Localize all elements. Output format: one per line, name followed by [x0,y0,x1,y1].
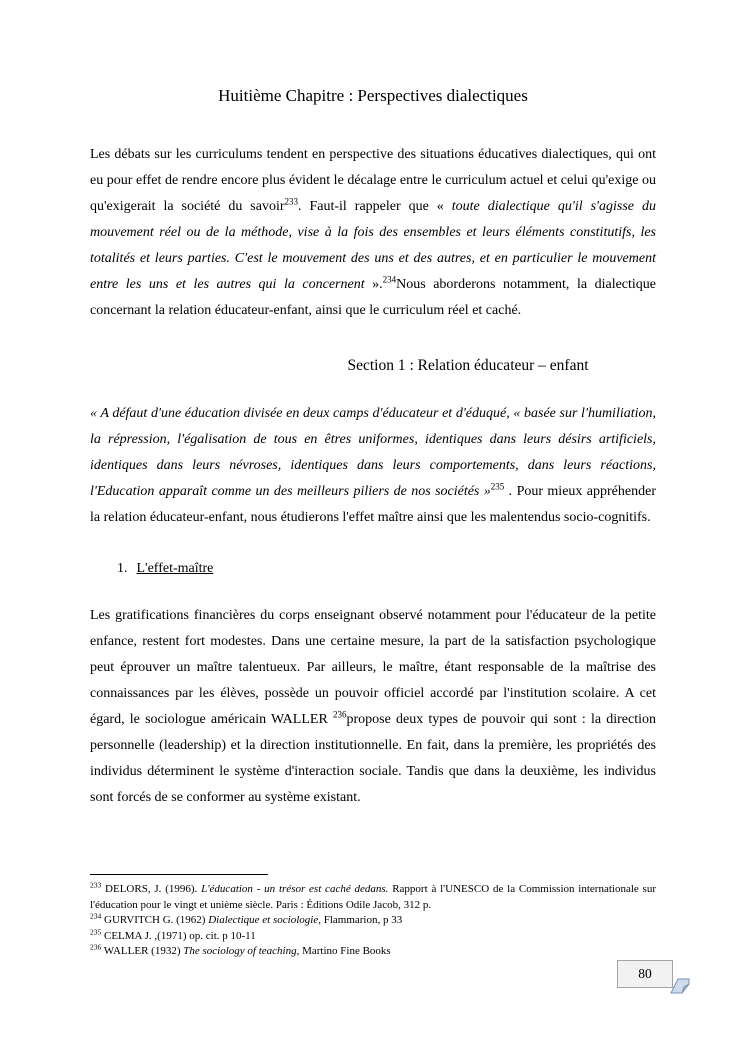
footnote-235: $^{235}$ CELMA J. ,(1971) op. cit. p 10-11 [90,926,256,942]
footnotes-section [90,874,656,960]
page-number: 80 [638,966,652,981]
list-item-effet-maitre [117,561,656,577]
paragraph-1: Les débats sur les curriculums tendent en perspective des situations éducatives dialectiques, qui ont eu pour effet de rendre encore plus évident le décalage entre le curriculum actuel et celui qu'exige ou qu'exigerait la société du savoir$^{233}$. Faut-il rappeler que « toute dialectique qu'il s'agisse du mouvement réel ou de la méthode, vise à la fois des ensembles et leurs éléments constitutifs, les totalités et leurs parties. C'est le mouvement des uns et des autres, et en particulier le mouvement entre les uns et les autres qui la concernent ».$^{234}$Nous aborderons notamment, la dialectique concernant la relation éducateur-enfant, ainsi que le curriculum réel et caché. [90,147,657,318]
paragraph-2: « A défaut d'une éducation divisée en deux camps d'éducateur et d'éduqué, « basée sur l'humiliation, la répression, l'égalisation de tous en êtres uniformes, identiques dans leurs désirs artificiels, identiques dans leurs névroses, identiques dans leurs comportements, dans leurs réactions, l'Education apparaît comme un des meilleurs piliers de nos sociétés »$^{235}$ . Pour mieux appréhender la relation éducateur-enfant, nous étudierons l'effet maître ainsi que les malentendus socio-cognitifs. [90,406,656,525]
section-title: Section 1 : Relation éducateur – enfant [347,357,589,374]
footnote-233: $^{233}$ DELORS, J. (1996). L'éducation - un trésor est caché dedans. Rapport à l'UNESCO de la Commission internationale sur l'éducation pour le vingt et unième siècle. Paris : Éditions Odile Jacob, 312 p. [90,880,657,911]
chapter-title: Huitième Chapitre : Perspectives dialectiques [218,86,528,105]
paragraph-3: Les gratifications financières du corps enseignant observé notamment pour l'éducateur de la petite enfance, restent fort modestes. Dans une certaine mesure, la part de la satisfaction psychologique peut éprouver un maître talentueux. Par ailleurs, le maître, étant responsable de la maîtrise des connaissances par les élèves, possède un pouvoir officiel accordé par l'institution scolaire. A cet égard, le sociologue américain WALLER $^{236}$propose deux types de pouvoir qui sont : la direction personnelle (leadership) et la direction institutionnelle. En fait, dans la première, les propriétés des individus déterminent le système d'interaction sociale. Tandis que dans la deuxième, les individus sont forcés de se conformer au système existant. [90,608,656,805]
footnote-separator [90,874,268,875]
footnote-234: $^{234}$ GURVITCH G. (1962) Dialectique et sociologie, Flammarion, p 33 [90,911,403,926]
footnote-236: $^{236}$ WALLER (1932) The sociology of teaching, Martino Fine Books [90,942,391,957]
page-curl-icon [669,977,691,997]
list-item-number: 1. [117,561,128,576]
page-number-frame [617,960,673,988]
list-item-label: L'effet-maître [136,561,214,576]
